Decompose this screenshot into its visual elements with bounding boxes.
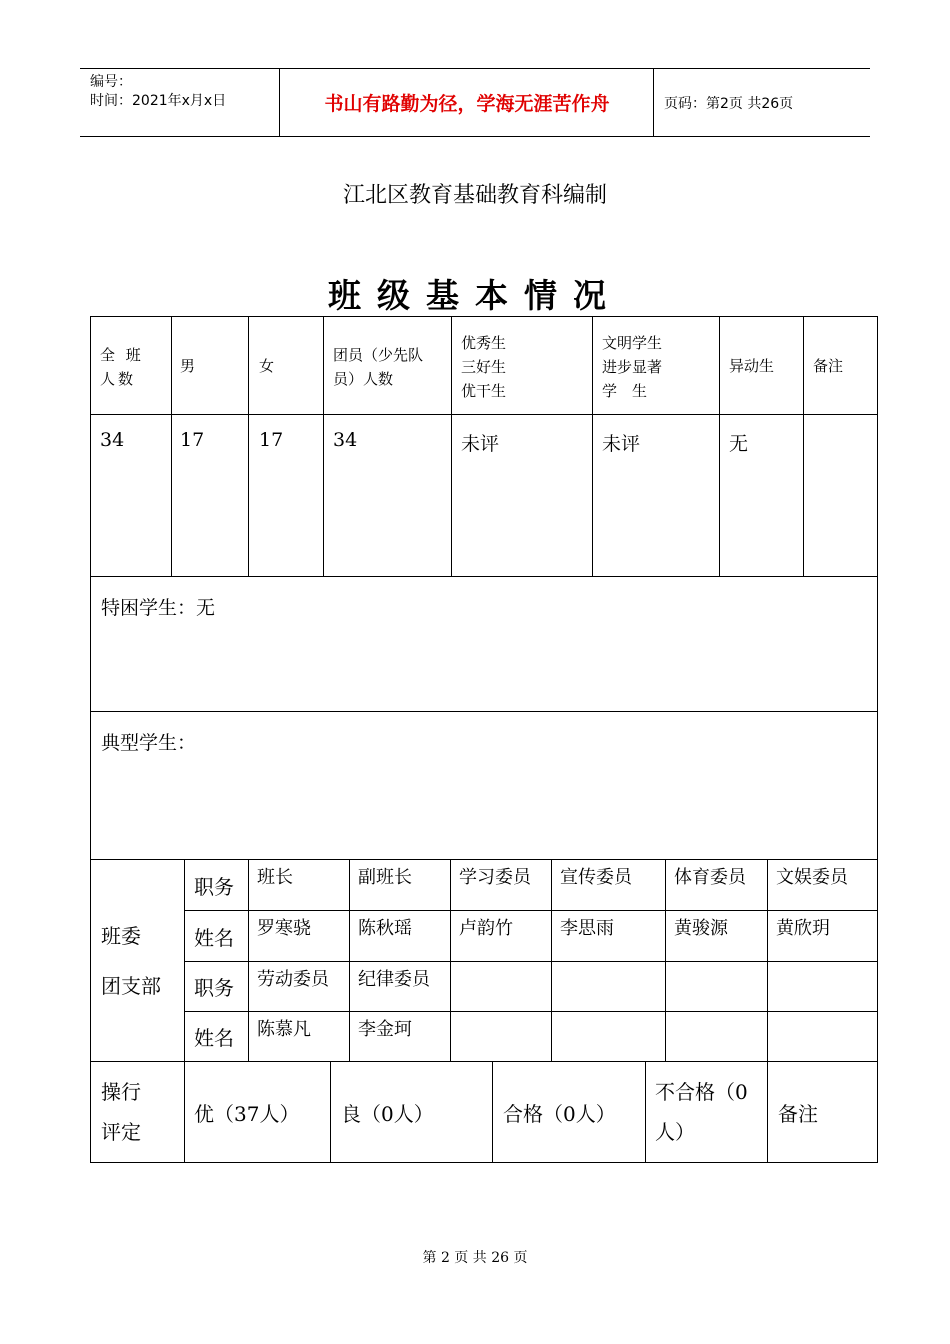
duty-label: 职务 <box>185 860 249 911</box>
conduct-label: 操行 评定 <box>91 1062 185 1163</box>
name-cell <box>451 1012 552 1062</box>
duty-cell <box>666 962 768 1012</box>
page-header <box>80 68 870 137</box>
header-total: 全 班 人数 <box>91 317 172 415</box>
duty-label: 职务 <box>185 962 249 1012</box>
name-cell: 黄骏源 <box>666 911 768 962</box>
header-transfer: 异动生 <box>720 317 804 415</box>
special-students: 特困学生：无 <box>91 577 878 712</box>
name-label: 姓名 <box>185 911 249 962</box>
committee-duty-row-1 <box>91 860 878 911</box>
value-league-members: 34 <box>324 415 452 577</box>
header-excellent: 优秀生 三好生 优干生 <box>452 317 593 415</box>
duty-cell: 学习委员 <box>451 860 552 911</box>
class-summary-table <box>90 316 878 860</box>
committee-table <box>90 859 878 1062</box>
value-remark <box>804 415 878 577</box>
name-cell: 卢韵竹 <box>451 911 552 962</box>
committee-group-label <box>91 860 185 1062</box>
duty-cell: 文娱委员 <box>768 860 878 911</box>
name-label: 姓名 <box>185 1012 249 1062</box>
time-label: 时间：2021年x月x日 <box>90 93 227 109</box>
name-cell: 李思雨 <box>552 911 666 962</box>
committee-name-row-2 <box>91 1012 878 1062</box>
name-cell: 李金珂 <box>350 1012 451 1062</box>
class-committee-label: 班委 <box>101 923 141 948</box>
duty-cell <box>451 962 552 1012</box>
name-cell <box>666 1012 768 1062</box>
conduct-good: 良（0人） <box>331 1062 493 1163</box>
duty-cell: 体育委员 <box>666 860 768 911</box>
typical-students-row <box>91 712 878 860</box>
duty-cell: 班长 <box>249 860 350 911</box>
page-footer: 第 2 页 共 26 页 <box>422 1250 528 1266</box>
number-label: 编号： <box>90 74 132 90</box>
committee-name-row-1 <box>91 911 878 962</box>
duty-cell <box>768 962 878 1012</box>
duty-cell: 劳动委员 <box>249 962 350 1012</box>
header-civilized: 文明学生 进步显著 学 生 <box>593 317 720 415</box>
duty-cell: 副班长 <box>350 860 451 911</box>
duty-cell <box>552 962 666 1012</box>
name-cell <box>552 1012 666 1062</box>
motto: 书山有路勤为径，学海无涯苦作舟 <box>281 69 654 136</box>
document-subtitle: 江北区教育基础教育科编制 <box>342 183 607 208</box>
conduct-table <box>90 1061 878 1163</box>
committee-duty-row-2 <box>91 962 878 1012</box>
header-meta <box>80 69 280 136</box>
page-info: 页码：第2页 共26页 <box>664 95 794 112</box>
value-male: 17 <box>172 415 249 577</box>
header-league-members: 团员（少先队员）人数 <box>324 317 452 415</box>
summary-header-row <box>91 317 878 415</box>
name-cell: 罗寒骁 <box>249 911 350 962</box>
name-cell <box>768 1012 878 1062</box>
value-female: 17 <box>249 415 324 577</box>
value-civilized: 未评 <box>593 415 720 577</box>
header-remark: 备注 <box>804 317 878 415</box>
value-excellent: 未评 <box>452 415 593 577</box>
name-cell: 陈秋瑶 <box>350 911 451 962</box>
duty-cell: 宣传委员 <box>552 860 666 911</box>
document-title: 班级基本情况 <box>328 276 622 315</box>
league-branch-label: 团支部 <box>101 973 161 998</box>
header-female: 女 <box>249 317 324 415</box>
conduct-remark: 备注 <box>768 1062 878 1163</box>
conduct-pass: 合格（0人） <box>493 1062 646 1163</box>
summary-value-row <box>91 415 878 577</box>
conduct-row <box>91 1062 878 1163</box>
special-students-row <box>91 577 878 712</box>
header-male: 男 <box>172 317 249 415</box>
conduct-excellent: 优（37人） <box>185 1062 331 1163</box>
duty-cell: 纪律委员 <box>350 962 451 1012</box>
name-cell: 黄欣玥 <box>768 911 878 962</box>
typical-students: 典型学生： <box>91 712 878 860</box>
value-total: 34 <box>91 415 172 577</box>
name-cell: 陈慕凡 <box>249 1012 350 1062</box>
value-transfer: 无 <box>720 415 804 577</box>
conduct-fail: 不合格（0人） <box>646 1062 768 1163</box>
